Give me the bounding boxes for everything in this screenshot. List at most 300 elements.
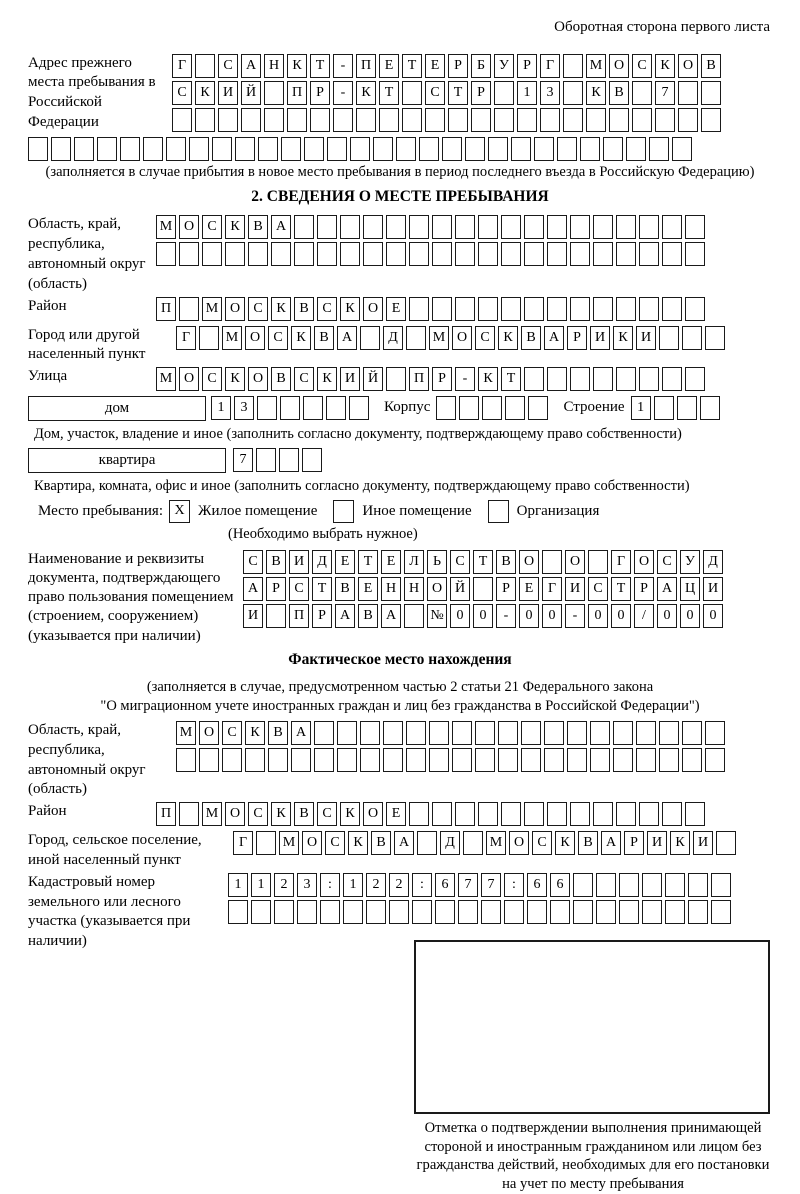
char-box[interactable]: Й [363,367,383,391]
char-box[interactable] [639,297,659,321]
char-box[interactable] [327,137,347,161]
char-box[interactable] [678,81,698,105]
char-box[interactable]: О [245,326,265,350]
char-box[interactable] [501,802,521,826]
char-box[interactable] [340,242,360,266]
char-box[interactable] [442,137,462,161]
char-box[interactable]: П [156,802,176,826]
char-box[interactable]: В [521,326,541,350]
char-box[interactable]: - [565,604,585,628]
char-box[interactable]: В [371,831,391,855]
char-box[interactable] [248,242,268,266]
char-box[interactable] [642,873,662,897]
char-box[interactable] [475,748,495,772]
char-box[interactable]: Р [496,577,516,601]
char-box[interactable]: Р [312,604,332,628]
char-box[interactable] [573,900,593,924]
char-box[interactable] [616,367,636,391]
char-box[interactable]: И [218,81,238,105]
char-box[interactable]: 1 [517,81,537,105]
char-box[interactable]: О [452,326,472,350]
char-box[interactable]: К [356,81,376,105]
char-box[interactable] [626,137,646,161]
char-box[interactable] [616,242,636,266]
char-box[interactable] [383,721,403,745]
char-box[interactable]: Р [624,831,644,855]
char-box[interactable]: А [337,326,357,350]
char-box[interactable]: С [268,326,288,350]
char-box[interactable]: Д [312,550,332,574]
char-box[interactable]: Е [519,577,539,601]
char-box[interactable] [494,108,514,132]
char-box[interactable] [473,577,493,601]
char-box[interactable]: Й [450,577,470,601]
char-box[interactable]: Т [358,550,378,574]
char-box[interactable] [705,748,725,772]
char-box[interactable] [340,215,360,239]
char-box[interactable]: К [317,367,337,391]
char-box[interactable]: В [294,802,314,826]
char-box[interactable]: 0 [519,604,539,628]
char-box[interactable] [700,396,720,420]
char-box[interactable] [409,242,429,266]
char-box[interactable] [429,748,449,772]
char-box[interactable]: К [478,367,498,391]
char-box[interactable] [279,448,299,472]
char-box[interactable] [711,873,731,897]
char-box[interactable] [235,137,255,161]
char-box[interactable]: С [248,802,268,826]
char-box[interactable] [360,721,380,745]
char-box[interactable] [189,137,209,161]
char-box[interactable]: 3 [234,396,254,420]
char-box[interactable]: 0 [542,604,562,628]
char-box[interactable]: К [655,54,675,78]
char-box[interactable] [436,396,456,420]
char-box[interactable]: А [657,577,677,601]
char-box[interactable]: В [266,550,286,574]
char-box[interactable]: С [325,831,345,855]
char-box[interactable] [498,748,518,772]
char-box[interactable]: П [289,604,309,628]
char-box[interactable]: О [427,577,447,601]
char-box[interactable] [563,81,583,105]
char-box[interactable] [28,137,48,161]
char-box[interactable] [639,802,659,826]
char-box[interactable]: 7 [233,448,253,472]
char-box[interactable] [317,215,337,239]
char-box[interactable] [685,215,705,239]
char-box[interactable]: М [176,721,196,745]
char-box[interactable]: В [248,215,268,239]
char-box[interactable] [494,81,514,105]
char-box[interactable] [256,831,276,855]
char-box[interactable] [302,448,322,472]
char-box[interactable] [705,721,725,745]
char-box[interactable] [619,900,639,924]
char-box[interactable]: В [701,54,721,78]
char-box[interactable]: К [613,326,633,350]
char-box[interactable] [304,137,324,161]
char-box[interactable] [501,215,521,239]
char-box[interactable]: 1 [211,396,231,420]
char-box[interactable]: А [394,831,414,855]
char-box[interactable]: И [693,831,713,855]
char-box[interactable] [294,242,314,266]
char-box[interactable]: 1 [228,873,248,897]
char-box[interactable] [639,215,659,239]
char-box[interactable]: О [678,54,698,78]
char-box[interactable]: К [586,81,606,105]
char-box[interactable] [274,900,294,924]
char-box[interactable] [281,137,301,161]
char-box[interactable]: 0 [473,604,493,628]
char-box[interactable]: К [271,802,291,826]
char-box[interactable]: В [268,721,288,745]
char-box[interactable] [632,81,652,105]
char-box[interactable]: 2 [274,873,294,897]
char-box[interactable] [567,721,587,745]
char-box[interactable]: Н [381,577,401,601]
char-box[interactable]: Т [611,577,631,601]
char-box[interactable] [287,108,307,132]
char-box[interactable] [404,604,424,628]
char-box[interactable]: Й [241,81,261,105]
char-box[interactable] [264,81,284,105]
char-box[interactable] [567,748,587,772]
char-box[interactable] [563,108,583,132]
char-box[interactable] [685,367,705,391]
char-box[interactable] [678,108,698,132]
char-box[interactable] [662,215,682,239]
char-box[interactable] [333,108,353,132]
char-box[interactable] [303,396,323,420]
char-box[interactable]: 0 [657,604,677,628]
char-box[interactable]: М [202,297,222,321]
char-box[interactable]: К [195,81,215,105]
char-box[interactable] [349,396,369,420]
char-box[interactable]: Е [425,54,445,78]
char-box[interactable] [682,326,702,350]
char-box[interactable]: П [287,81,307,105]
char-box[interactable] [379,108,399,132]
char-box[interactable]: К [348,831,368,855]
char-box[interactable] [478,215,498,239]
char-box[interactable] [573,873,593,897]
char-box[interactable]: Е [386,297,406,321]
char-box[interactable]: О [609,54,629,78]
char-box[interactable] [432,297,452,321]
char-box[interactable]: И [340,367,360,391]
char-box[interactable] [463,831,483,855]
char-box[interactable]: Е [386,802,406,826]
char-box[interactable]: С [450,550,470,574]
char-box[interactable]: С [425,81,445,105]
char-box[interactable]: 0 [611,604,631,628]
char-box[interactable] [459,396,479,420]
char-box[interactable] [547,215,567,239]
char-box[interactable] [524,802,544,826]
char-box[interactable] [481,900,501,924]
char-box[interactable]: Ц [680,577,700,601]
char-box[interactable]: В [335,577,355,601]
char-box[interactable] [616,802,636,826]
char-box[interactable]: К [670,831,690,855]
char-box[interactable] [619,873,639,897]
char-box[interactable] [636,721,656,745]
char-box[interactable] [363,242,383,266]
char-box[interactable] [195,108,215,132]
char-box[interactable] [540,108,560,132]
char-box[interactable] [527,900,547,924]
char-box[interactable] [409,802,429,826]
char-box[interactable] [458,900,478,924]
char-box[interactable]: Н [404,577,424,601]
char-box[interactable]: И [590,326,610,350]
char-box[interactable] [596,873,616,897]
char-box[interactable] [465,137,485,161]
char-box[interactable]: Г [233,831,253,855]
char-box[interactable]: Е [335,550,355,574]
char-box[interactable] [417,831,437,855]
char-box[interactable] [547,297,567,321]
char-box[interactable]: И [243,604,263,628]
char-box[interactable] [716,831,736,855]
char-box[interactable]: - [496,604,516,628]
char-box[interactable]: И [289,550,309,574]
char-box[interactable] [570,367,590,391]
char-box[interactable] [317,242,337,266]
char-box[interactable] [402,108,422,132]
char-box[interactable]: 0 [680,604,700,628]
char-box[interactable] [386,215,406,239]
char-box[interactable]: Р [266,577,286,601]
char-box[interactable]: М [156,367,176,391]
char-box[interactable] [360,326,380,350]
char-box[interactable]: О [363,802,383,826]
char-box[interactable]: И [636,326,656,350]
char-box[interactable]: 7 [458,873,478,897]
char-box[interactable]: М [222,326,242,350]
char-box[interactable]: С [657,550,677,574]
char-box[interactable] [360,748,380,772]
char-box[interactable] [504,900,524,924]
char-box[interactable] [406,721,426,745]
char-box[interactable] [202,242,222,266]
char-box[interactable] [609,108,629,132]
char-box[interactable] [402,81,422,105]
char-box[interactable] [51,137,71,161]
char-box[interactable] [373,137,393,161]
char-box[interactable]: 1 [631,396,651,420]
char-box[interactable] [682,748,702,772]
char-box[interactable] [280,396,300,420]
char-box[interactable] [662,367,682,391]
char-box[interactable]: В [271,367,291,391]
char-box[interactable]: Л [404,550,424,574]
char-box[interactable]: С [317,297,337,321]
char-box[interactable] [665,873,685,897]
char-box[interactable] [241,108,261,132]
char-box[interactable] [74,137,94,161]
char-box[interactable] [701,108,721,132]
char-box[interactable] [662,297,682,321]
char-box[interactable] [613,721,633,745]
char-box[interactable]: И [565,577,585,601]
char-box[interactable]: В [358,604,378,628]
char-box[interactable] [677,396,697,420]
char-box[interactable] [517,108,537,132]
char-box[interactable]: К [245,721,265,745]
char-box[interactable]: В [314,326,334,350]
char-box[interactable]: К [225,367,245,391]
char-box[interactable] [616,215,636,239]
char-box[interactable] [179,242,199,266]
char-box[interactable] [639,367,659,391]
char-box[interactable] [337,721,357,745]
char-box[interactable] [688,900,708,924]
char-box[interactable] [199,748,219,772]
char-box[interactable] [613,748,633,772]
char-box[interactable] [350,137,370,161]
char-box[interactable]: К [340,802,360,826]
char-box[interactable] [435,900,455,924]
char-box[interactable] [547,367,567,391]
char-box[interactable]: М [156,215,176,239]
char-box[interactable]: А [544,326,564,350]
char-box[interactable]: Г [540,54,560,78]
checkbox-inoe-pomeshchenie[interactable] [333,500,354,523]
char-box[interactable]: С [475,326,495,350]
char-box[interactable]: К [287,54,307,78]
char-box[interactable]: А [381,604,401,628]
char-box[interactable]: Т [402,54,422,78]
char-box[interactable]: Р [634,577,654,601]
char-box[interactable] [179,297,199,321]
char-box[interactable] [593,367,613,391]
char-box[interactable] [406,326,426,350]
char-box[interactable] [432,215,452,239]
char-box[interactable]: В [578,831,598,855]
char-box[interactable]: - [455,367,475,391]
char-box[interactable]: А [271,215,291,239]
char-box[interactable]: В [294,297,314,321]
char-box[interactable] [429,721,449,745]
char-box[interactable] [593,297,613,321]
char-box[interactable]: 0 [703,604,723,628]
char-box[interactable]: О [509,831,529,855]
char-box[interactable]: С [317,802,337,826]
char-box[interactable] [524,297,544,321]
char-box[interactable]: Д [440,831,460,855]
char-box[interactable]: Н [264,54,284,78]
char-box[interactable] [685,242,705,266]
char-box[interactable] [547,802,567,826]
char-box[interactable] [478,802,498,826]
char-box[interactable]: У [680,550,700,574]
char-box[interactable]: 2 [366,873,386,897]
char-box[interactable]: : [504,873,524,897]
char-box[interactable] [409,297,429,321]
char-box[interactable] [297,900,317,924]
char-box[interactable] [672,137,692,161]
char-box[interactable] [455,215,475,239]
char-box[interactable]: Р [471,81,491,105]
char-box[interactable] [682,721,702,745]
char-box[interactable] [544,721,564,745]
char-box[interactable] [294,215,314,239]
char-box[interactable]: С [289,577,309,601]
char-box[interactable]: Т [501,367,521,391]
char-box[interactable] [593,215,613,239]
char-box[interactable] [570,242,590,266]
char-box[interactable] [662,242,682,266]
char-box[interactable] [659,748,679,772]
char-box[interactable]: И [703,577,723,601]
char-box[interactable] [228,900,248,924]
char-box[interactable] [383,748,403,772]
char-box[interactable] [685,802,705,826]
char-box[interactable] [199,326,219,350]
char-box[interactable] [590,721,610,745]
char-box[interactable]: Б [471,54,491,78]
char-box[interactable] [225,242,245,266]
char-box[interactable] [501,297,521,321]
char-box[interactable]: 2 [389,873,409,897]
char-box[interactable] [524,242,544,266]
char-box[interactable] [636,748,656,772]
char-box[interactable]: : [320,873,340,897]
char-box[interactable]: 7 [655,81,675,105]
char-box[interactable] [452,721,472,745]
char-box[interactable] [586,108,606,132]
char-box[interactable] [521,721,541,745]
char-box[interactable] [654,396,674,420]
char-box[interactable]: Р [432,367,452,391]
char-box[interactable] [97,137,117,161]
char-box[interactable] [271,242,291,266]
char-box[interactable]: Р [517,54,537,78]
char-box[interactable] [386,242,406,266]
char-box[interactable] [291,748,311,772]
char-box[interactable] [366,900,386,924]
char-box[interactable]: К [271,297,291,321]
char-box[interactable] [337,748,357,772]
char-box[interactable] [310,108,330,132]
char-box[interactable] [498,721,518,745]
char-box[interactable]: 6 [527,873,547,897]
char-box[interactable] [505,396,525,420]
char-box[interactable] [596,900,616,924]
char-box[interactable]: 1 [343,873,363,897]
char-box[interactable]: : [412,873,432,897]
char-box[interactable] [120,137,140,161]
char-box[interactable] [176,748,196,772]
char-box[interactable] [320,900,340,924]
char-box[interactable] [659,326,679,350]
char-box[interactable]: Р [448,54,468,78]
char-box[interactable]: № [427,604,447,628]
char-box[interactable] [412,900,432,924]
char-box[interactable]: Г [542,577,562,601]
char-box[interactable]: О [519,550,539,574]
char-box[interactable]: / [634,604,654,628]
char-box[interactable] [222,748,242,772]
char-box[interactable] [478,242,498,266]
char-box[interactable] [432,242,452,266]
char-box[interactable] [257,396,277,420]
char-box[interactable]: Г [611,550,631,574]
